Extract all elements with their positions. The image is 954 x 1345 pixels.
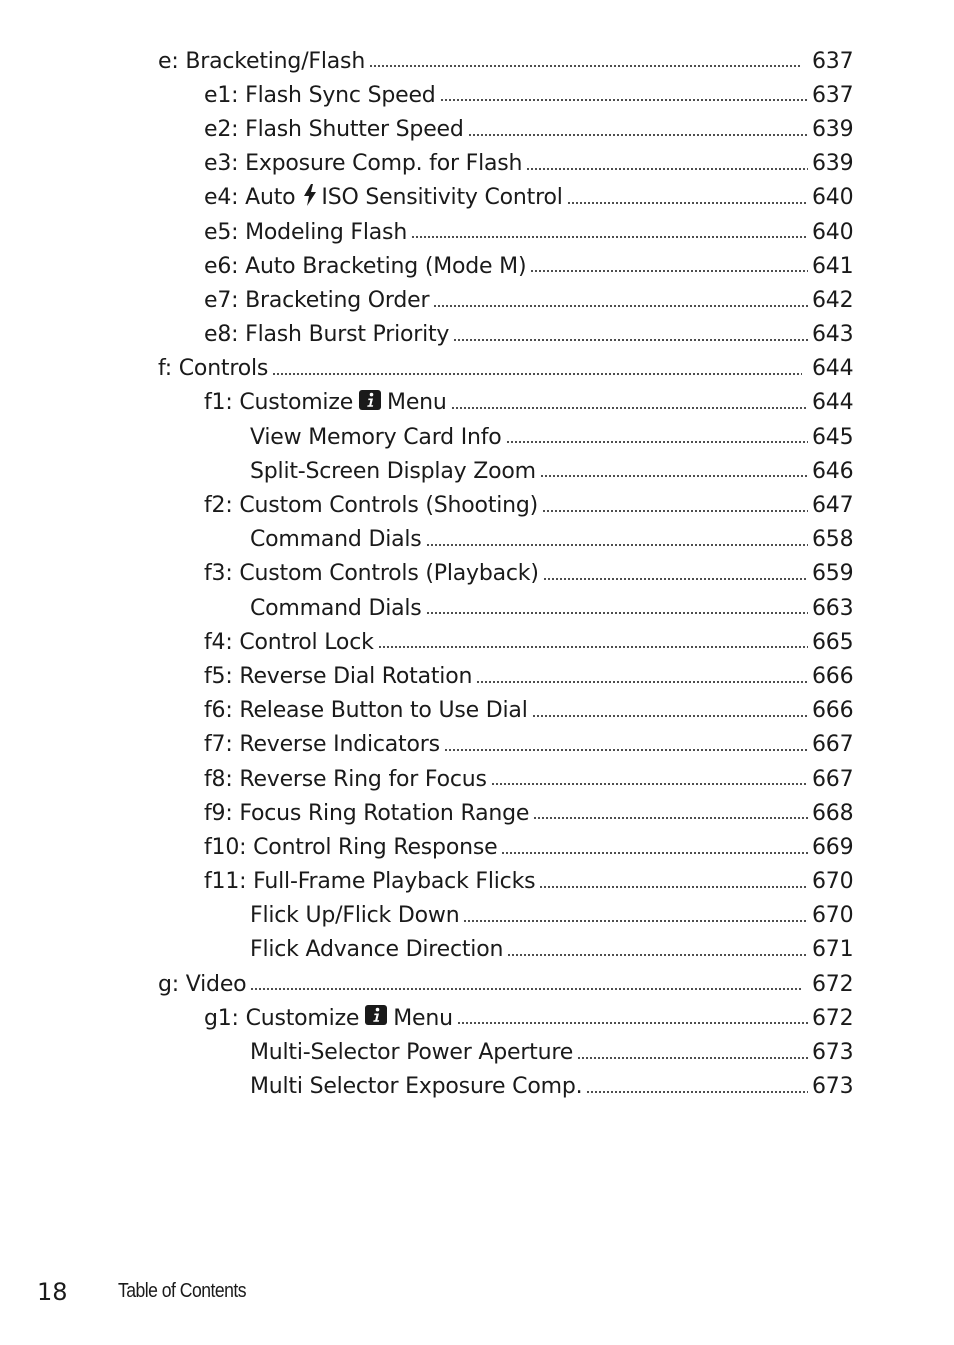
dot-leader — [567, 200, 808, 206]
flash-icon — [303, 184, 317, 212]
toc-entry[interactable] — [0, 386, 954, 420]
footer-section-title: Table of Contents — [118, 1280, 247, 1302]
toc-entry-label — [204, 83, 436, 108]
toc-entry-title: Multi Selector Exposure Comp. — [250, 1074, 583, 1100]
toc-entry[interactable] — [0, 420, 954, 454]
toc-entry-label — [204, 561, 539, 586]
dot-leader — [369, 63, 802, 69]
dot-leader — [468, 132, 808, 138]
toc-entry-title: f11: Full-Frame Playback Flicks — [204, 869, 536, 895]
toc-entry[interactable] — [0, 967, 954, 1001]
dot-leader — [378, 644, 808, 650]
toc-entry-label — [204, 698, 528, 723]
toc-entry-title: f4: Control Lock — [204, 629, 374, 655]
toc-entry-title-suffix: Menu — [393, 1005, 453, 1031]
dot-leader — [491, 781, 808, 787]
toc-entry-label — [158, 972, 246, 997]
toc-entry-title: e8: Flash Burst Priority — [204, 322, 450, 348]
dot-leader — [272, 371, 802, 377]
toc-entry-title: e: Bracketing/Flash — [158, 48, 366, 74]
toc-entry-title: f9: Focus Ring Rotation Range — [204, 800, 530, 826]
toc-entry[interactable] — [0, 659, 954, 693]
toc-entry-page: 639 — [812, 116, 854, 142]
toc-entry-title: e5: Modeling Flash — [204, 219, 408, 245]
toc-entry-title: f7: Reverse Indicators — [204, 732, 440, 758]
toc-entry-page: 640 — [812, 185, 854, 211]
toc-entry[interactable] — [0, 899, 954, 933]
toc-entry[interactable] — [0, 1035, 954, 1069]
toc-entry[interactable] — [0, 318, 954, 352]
toc-entry-title: Command Dials — [250, 595, 422, 621]
toc-entry-title: g1: Customize — [204, 1005, 360, 1031]
toc-entry-page: 642 — [812, 287, 854, 313]
toc-entry-page: 658 — [812, 527, 854, 553]
toc-entry-page: 640 — [812, 219, 854, 245]
dot-leader — [444, 747, 808, 753]
toc-entry[interactable] — [0, 44, 954, 78]
toc-entry-page: 667 — [812, 732, 854, 758]
toc-entry-label — [204, 767, 487, 792]
toc-entry[interactable] — [0, 557, 954, 591]
toc-entry[interactable] — [0, 523, 954, 557]
toc-entry-title: f8: Reverse Ring for Focus — [204, 766, 487, 792]
dot-leader — [586, 1089, 808, 1095]
toc-entry-page: 666 — [812, 663, 854, 689]
toc-entry-page: 643 — [812, 322, 854, 348]
dot-leader — [533, 815, 808, 821]
toc-entry-label — [204, 1005, 453, 1031]
toc-entry-page: 670 — [812, 903, 854, 929]
toc-entry[interactable] — [0, 283, 954, 317]
dot-leader — [426, 610, 808, 616]
toc-entry-page: 659 — [812, 561, 854, 587]
toc-entry-title: f5: Reverse Dial Rotation — [204, 663, 473, 689]
toc-entry-title: e1: Flash Sync Speed — [204, 82, 436, 108]
toc-entry-page: 667 — [812, 766, 854, 792]
toc-entry-label — [204, 835, 497, 860]
dot-leader — [543, 576, 808, 582]
toc-entry-title-suffix: Menu — [387, 390, 447, 416]
toc-entry-page: 673 — [812, 1040, 854, 1066]
toc-entry-page: 665 — [812, 629, 854, 655]
toc-entry-page: 637 — [812, 82, 854, 108]
toc-entry-title: e3: Exposure Comp. for Flash — [204, 151, 523, 177]
toc-entry-title: f6: Release Button to Use Dial — [204, 698, 528, 724]
toc-entry[interactable] — [0, 215, 954, 249]
toc-entry-page: 646 — [812, 458, 854, 484]
i-button-icon — [359, 390, 381, 416]
toc-entry-title: e6: Auto Bracketing (Mode M) — [204, 253, 527, 279]
toc-entry-page: 670 — [812, 869, 854, 895]
toc-entry-label — [204, 117, 464, 142]
dot-leader — [526, 166, 808, 172]
toc-entry-label — [204, 630, 374, 655]
toc-entry-page: 668 — [812, 800, 854, 826]
toc-entry-label — [250, 937, 503, 962]
toc-entry[interactable] — [0, 1070, 954, 1104]
toc-entry[interactable] — [0, 865, 954, 899]
page-number: 18 — [37, 1278, 68, 1306]
toc-entry-label — [204, 220, 407, 245]
table-of-contents — [0, 44, 954, 1104]
toc-entry[interactable] — [0, 454, 954, 488]
toc-entry-title: e7: Bracketing Order — [204, 287, 430, 313]
dot-leader — [476, 679, 808, 685]
toc-entry-label — [204, 151, 522, 176]
dot-leader — [463, 918, 808, 924]
toc-entry-label — [204, 390, 447, 416]
toc-entry-page: 666 — [812, 698, 854, 724]
toc-entry[interactable] — [0, 1001, 954, 1035]
dot-leader — [506, 439, 808, 445]
dot-leader — [411, 234, 808, 240]
dot-leader — [433, 303, 808, 309]
toc-entry[interactable] — [0, 762, 954, 796]
toc-entry[interactable] — [0, 488, 954, 522]
toc-entry-page: 645 — [812, 424, 854, 450]
toc-entry-title: g: Video — [158, 971, 247, 997]
toc-entry[interactable] — [0, 625, 954, 659]
dot-leader — [426, 542, 808, 548]
dot-leader — [507, 952, 808, 958]
toc-entry-label — [158, 356, 268, 381]
toc-entry-title: f1: Customize — [204, 390, 354, 416]
dot-leader — [440, 97, 808, 103]
toc-entry[interactable] — [0, 352, 954, 386]
toc-entry-label — [204, 288, 429, 313]
dot-leader — [501, 850, 808, 856]
toc-entry-page: 673 — [812, 1074, 854, 1100]
dot-leader — [540, 473, 808, 479]
toc-entry[interactable] — [0, 728, 954, 762]
toc-entry-label — [250, 903, 459, 928]
dot-leader — [532, 713, 808, 719]
toc-entry-label — [204, 254, 526, 279]
toc-entry-label — [250, 527, 422, 552]
toc-entry[interactable] — [0, 78, 954, 112]
toc-entry-page: 663 — [812, 595, 854, 621]
toc-entry-label — [250, 459, 536, 484]
toc-entry-title: e4: Auto — [204, 185, 296, 211]
dot-leader — [530, 268, 808, 274]
toc-entry-label — [250, 1074, 582, 1099]
toc-entry[interactable] — [0, 591, 954, 625]
toc-entry-label — [204, 801, 529, 826]
toc-entry[interactable] — [0, 796, 954, 830]
toc-entry-title: f2: Custom Controls (Shooting) — [204, 493, 539, 519]
dot-leader — [453, 337, 808, 343]
toc-entry-label — [158, 49, 365, 74]
toc-entry-page: 644 — [812, 390, 854, 416]
toc-entry-title: Flick Up/Flick Down — [250, 903, 460, 929]
toc-entry-title: f: Controls — [158, 356, 269, 382]
toc-entry-page: 637 — [812, 48, 854, 74]
toc-entry-page: 671 — [812, 937, 854, 963]
toc-entry-label — [250, 1040, 573, 1065]
toc-entry-label — [204, 493, 538, 518]
toc-entry-label — [204, 322, 449, 347]
dot-leader — [451, 405, 808, 411]
toc-entry-title-suffix: ISO Sensitivity Control — [321, 185, 563, 211]
toc-entry-page: 672 — [812, 1005, 854, 1031]
toc-entry-page: 639 — [812, 151, 854, 177]
toc-entry-title: f10: Control Ring Response — [204, 834, 498, 860]
toc-entry[interactable] — [0, 112, 954, 146]
toc-entry-page: 644 — [812, 356, 854, 382]
toc-entry-title: Command Dials — [250, 527, 422, 553]
toc-entry-title: e2: Flash Shutter Speed — [204, 116, 464, 142]
dot-leader — [577, 1055, 808, 1061]
toc-entry-title: Flick Advance Direction — [250, 937, 504, 963]
toc-entry-label — [204, 869, 535, 894]
i-button-icon — [365, 1005, 387, 1031]
dot-leader — [250, 986, 802, 992]
toc-entry-title: Multi-Selector Power Aperture — [250, 1040, 574, 1066]
toc-entry[interactable] — [0, 249, 954, 283]
toc-entry-page: 672 — [812, 971, 854, 997]
toc-entry-label — [204, 664, 472, 689]
toc-entry-title: f3: Custom Controls (Playback) — [204, 561, 539, 587]
toc-entry[interactable] — [0, 147, 954, 181]
toc-entry-title: Split-Screen Display Zoom — [250, 458, 536, 484]
dot-leader — [539, 884, 808, 890]
toc-entry[interactable] — [0, 830, 954, 864]
toc-entry[interactable] — [0, 933, 954, 967]
dot-leader — [457, 1020, 808, 1026]
toc-entry-page: 669 — [812, 834, 854, 860]
dot-leader — [542, 508, 808, 514]
toc-entry-label — [250, 596, 422, 621]
toc-entry-title: View Memory Card Info — [250, 424, 502, 450]
toc-entry-page: 647 — [812, 493, 854, 519]
toc-entry-label — [204, 732, 440, 757]
toc-entry[interactable] — [0, 181, 954, 215]
toc-entry-label — [204, 184, 563, 212]
toc-entry[interactable] — [0, 694, 954, 728]
toc-entry-page: 641 — [812, 253, 854, 279]
toc-entry-label — [250, 425, 502, 450]
